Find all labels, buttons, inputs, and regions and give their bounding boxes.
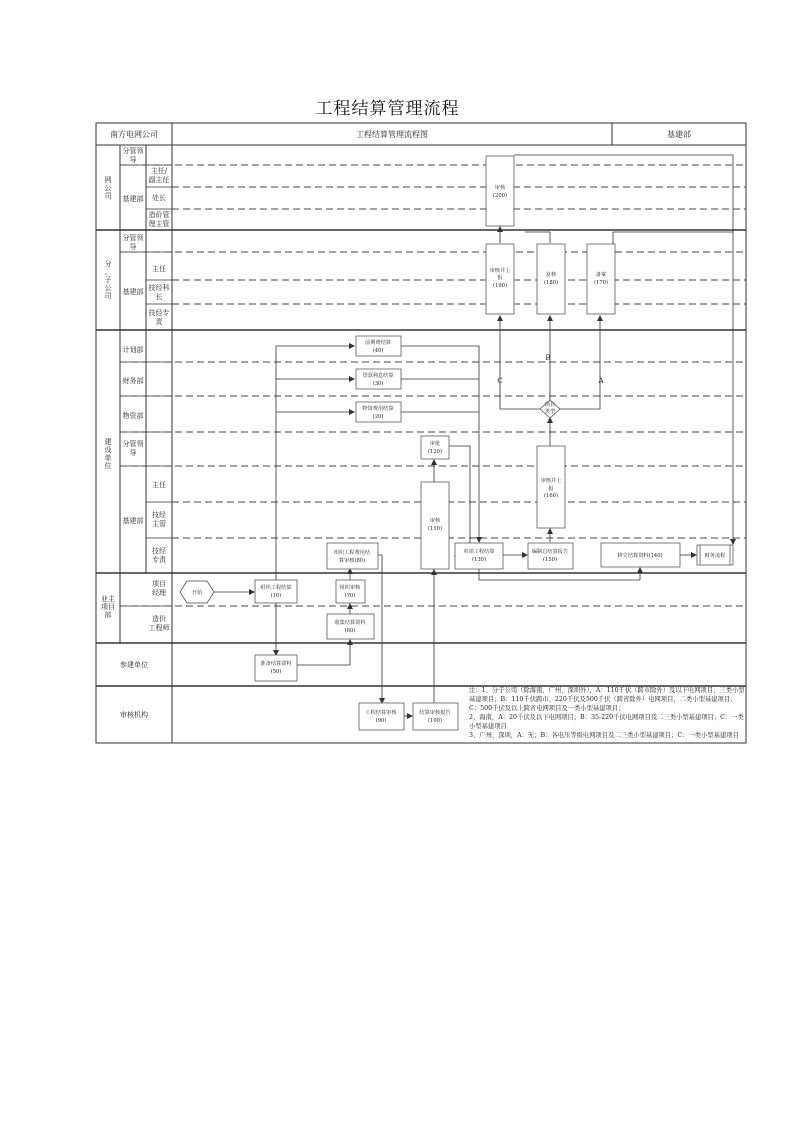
lane-jijian3: 基建部 (122, 517, 144, 525)
svg-text:前期费结算: 前期费结算 (365, 340, 391, 346)
process-boxes (255, 156, 733, 730)
svg-text:贷款利息结算: 贷款利息结算 (362, 373, 394, 379)
start-label: 开始 (191, 590, 203, 596)
svg-text:部: 部 (104, 611, 112, 619)
svg-text:项目: 项目 (101, 603, 115, 611)
lane-jijian2: 基建部 (122, 288, 144, 296)
svg-text:业主: 业主 (101, 595, 115, 603)
svg-text:组织工程结算: 组织工程结算 (260, 585, 292, 591)
group-shenhe: 审核机构 (120, 711, 148, 719)
svg-text:(150): (150) (543, 557, 557, 563)
lane-zaojiagcs-a: 造价 (152, 615, 166, 623)
lane-zaojia-a: 造价管 (148, 211, 170, 219)
box-60 (327, 614, 374, 639)
svg-text:财务流程: 财务流程 (704, 553, 726, 559)
svg-text:单: 单 (104, 454, 112, 462)
svg-text:审核并上: 审核并上 (540, 478, 562, 484)
svg-text:(130): (130) (472, 557, 486, 563)
svg-text:(40): (40) (372, 348, 384, 354)
svg-text:(10): (10) (270, 593, 282, 599)
box-120 (421, 436, 449, 459)
svg-text:位: 位 (104, 462, 112, 470)
lane-jijingke-a: 技经科 (148, 284, 170, 292)
svg-text:司: 司 (104, 292, 112, 300)
lane-xiangmu-a: 项目 (152, 580, 166, 588)
svg-text:分: 分 (104, 260, 112, 268)
svg-text:编制总结算报告: 编制总结算报告 (531, 549, 569, 555)
header-dept: 基建部 (667, 130, 691, 139)
decision-label-a: 项目 (544, 402, 556, 408)
group-wang (105, 175, 112, 200)
svg-text:审核并上: 审核并上 (489, 268, 511, 274)
lane-xiangmu-b: 经理 (152, 589, 166, 597)
lane-fenguan1-a: 分管领 (122, 147, 144, 155)
box-200 (486, 156, 514, 226)
group-fenzi (105, 259, 112, 300)
lane-zaojia-b: 理主管 (148, 220, 170, 228)
lane-jijingzhuguan-b: 主管 (152, 520, 166, 528)
svg-text:(110): (110) (428, 526, 442, 532)
svg-text:工程结算审核: 工程结算审核 (365, 710, 397, 716)
group-jianshe (105, 437, 112, 470)
lane-jihua: 计划部 (122, 346, 144, 354)
lane-fenguan3-b: 导 (129, 449, 137, 457)
svg-text:(30): (30) (372, 381, 384, 387)
lane-jijingzhuan2-a: 技经专 (148, 309, 170, 317)
svg-text:组织审核: 组织审核 (339, 585, 361, 591)
box-100 (413, 703, 458, 730)
svg-text:(170): (170) (594, 280, 608, 286)
note-1: 注：1、分子公司（除海南、广州、深圳外），A：110千伏（跨市除外）及以下电网项目、三类小型基建项目；B：110千伏跨市、220千伏及500千伏（跨省除外）电网项目，二类小型基建项目；C：500千伏及以上跨省电网项目及一类小型基建项目； (469, 687, 745, 712)
box-90 (359, 703, 404, 730)
lane-jijingzhuan2-b: 责 (155, 318, 163, 326)
lane-jijingzhuan3-b: 专责 (152, 556, 166, 564)
lane-fenguan2-b: 导 (129, 243, 137, 251)
svg-text:复核: 复核 (545, 272, 557, 278)
lane-jijingzhuan3-a: 技经 (152, 547, 166, 555)
svg-text:移交结算资料(140): 移交结算资料(140) (617, 553, 663, 559)
lane-caiwu: 财务部 (122, 377, 144, 385)
svg-text:结算审核报告: 结算审核报告 (419, 710, 451, 716)
svg-text:(200): (200) (493, 193, 507, 199)
svg-text:准备结算资料: 准备结算资料 (260, 661, 292, 667)
svg-text:设: 设 (104, 446, 112, 454)
svg-text:建: 建 (104, 438, 112, 446)
box-150 (528, 543, 573, 569)
page-title: 工程结算管理流程 (315, 99, 460, 119)
svg-text:备案: 备案 (595, 272, 607, 278)
svg-text:报: 报 (497, 275, 503, 281)
svg-text:(20): (20) (372, 414, 384, 420)
box-50 (255, 655, 297, 681)
box-70 (336, 580, 365, 603)
connectors (213, 155, 733, 716)
svg-text:(180): (180) (544, 280, 558, 286)
svg-text:单项工程结算: 单项工程结算 (463, 549, 495, 555)
lane-chuzhang: 处长 (152, 194, 166, 202)
header-chart-name: 工程结算管理流程图 (356, 130, 428, 139)
lane-zhuren1-a: 主任/ (150, 167, 168, 175)
decision-label-b: 类型 (544, 409, 556, 415)
svg-text:报: 报 (548, 486, 554, 492)
lane-wuzi: 物资部 (122, 412, 144, 420)
svg-text:审核: 审核 (494, 185, 506, 191)
branch-c: C (497, 377, 503, 385)
note-2: 2、海南，A：20千伏及以下电网项目；B：35-220千伏电网项目及二三类小型基建项目；C：一类小型基建项目 (469, 714, 744, 730)
svg-text:(100): (100) (428, 718, 442, 724)
svg-text:网: 网 (104, 176, 112, 184)
svg-text:收集结算资料: 收集结算资料 (334, 620, 366, 626)
group-yezhu (101, 594, 115, 619)
notes (469, 686, 747, 740)
lane-jijingke-b: 长 (155, 293, 163, 301)
lane-fenguan1-b: 导 (129, 156, 137, 164)
svg-text:子: 子 (104, 276, 112, 284)
box-180 (537, 244, 565, 314)
branch-b: B (545, 354, 551, 362)
svg-text:公: 公 (104, 184, 112, 192)
svg-text:(160): (160) (544, 493, 558, 499)
note-3: 3、广州、深圳，A：无；B：各电压等级电网项目及二三类小型基建项目；C：一类小型基建项目 (469, 732, 739, 739)
lane-fenguan3-a: 分管领 (122, 440, 144, 448)
svg-text:审批: 审批 (429, 441, 441, 447)
svg-text:(50): (50) (270, 669, 282, 675)
svg-text:组织工程费用结: 组织工程费用结 (333, 550, 371, 556)
lane-jijingzhuguan-a: 技经 (152, 511, 166, 519)
svg-text:司: 司 (104, 192, 112, 200)
svg-text:公: 公 (104, 284, 112, 292)
frame (96, 123, 746, 743)
lane-fenguan2-a: 分管领 (122, 234, 144, 242)
lane-zhuren1-b: 副主任 (148, 176, 170, 184)
lane-zaojiagcs-b: 工程师 (148, 624, 170, 632)
branch-a: A (598, 377, 604, 385)
box-130 (455, 543, 503, 569)
box-170 (587, 244, 615, 314)
svg-text:(90): (90) (375, 718, 387, 724)
box-10 (255, 580, 297, 603)
svg-text:、: 、 (104, 268, 112, 276)
svg-text:(120): (120) (428, 449, 442, 455)
svg-text:(60): (60) (344, 628, 356, 634)
lane-zhuren2: 主任 (152, 265, 166, 273)
lane-zhuren3: 主任 (152, 481, 166, 489)
box-80 (327, 543, 378, 569)
svg-text:算审核(80): 算审核(80) (338, 558, 366, 564)
lane-jijian1: 基建部 (122, 195, 144, 203)
svg-text:(190): (190) (493, 283, 507, 289)
group-canjian: 参建单位 (120, 661, 148, 669)
header-company: 南方电网公司 (110, 130, 158, 139)
svg-text:物资费用结算: 物资费用结算 (362, 406, 394, 412)
svg-text:审核: 审核 (429, 518, 441, 524)
svg-text:(70): (70) (344, 593, 356, 599)
